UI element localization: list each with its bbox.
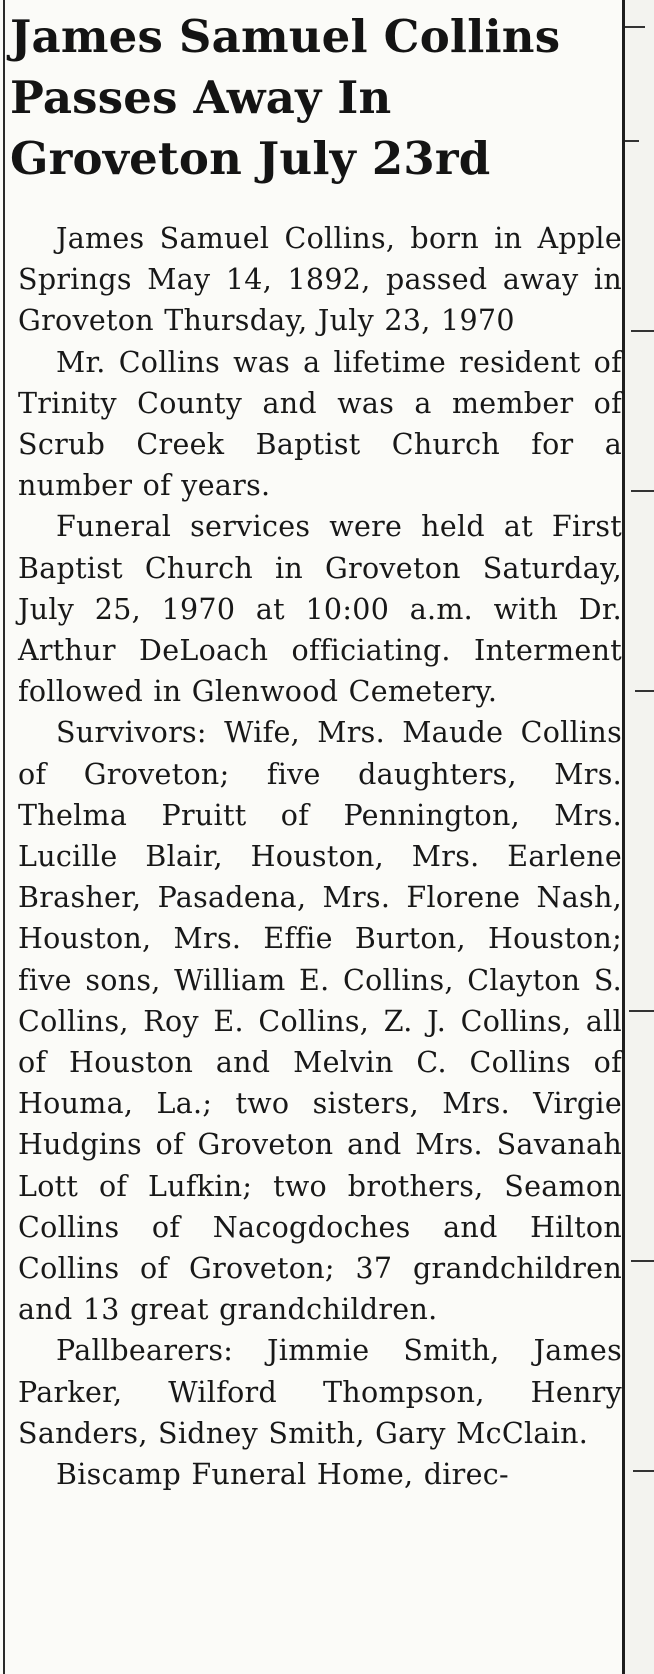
obituary-body	[18, 218, 622, 1495]
headline-line-3: Groveton July 23rd	[10, 132, 491, 185]
paragraph-funeral-home: Biscamp Funeral Home, direc-	[56, 1458, 509, 1492]
obituary-headline	[10, 6, 622, 189]
paragraph-pallbearers: Pallbearers: Jimmie Smith, James Parker, Wilford Thompson, Henry Sanders, Sidney Smith, Gary McClain.	[18, 1334, 622, 1450]
margin-tick	[633, 1470, 654, 1472]
margin-tick	[631, 1260, 654, 1262]
adjacent-column-edge	[625, 0, 654, 1674]
headline-line-2: Passes Away In	[10, 71, 392, 124]
margin-tick	[631, 330, 654, 332]
paragraph-funeral-services: Funeral services were held at First Baptist Church in Groveton Saturday, July 25, 1970 at 10:00 a.m. with Dr. Arthur DeLoach officiating. Interment followed in Glenwood Cemetery.	[18, 510, 622, 709]
margin-tick	[625, 140, 639, 142]
margin-tick	[625, 26, 645, 28]
margin-tick	[629, 1010, 654, 1012]
paragraph-birth-death: James Samuel Collins, born in Apple Springs May 14, 1892, passed away in Groveton Thursday, July 23, 1970	[18, 222, 622, 338]
margin-tick	[631, 490, 654, 492]
headline-line-1: James Samuel Collins	[10, 10, 561, 63]
margin-tick	[635, 690, 654, 692]
paragraph-residence: Mr. Collins was a lifetime resident of Trinity County and was a member of Scrub Creek Baptist Church for a number of years.	[18, 345, 622, 503]
paragraph-survivors: Survivors: Wife, Mrs. Maude Collins of Groveton; five daughters, Mrs. Thelma Pruitt of Pennington, Mrs. Lucille Blair, Houston, Mrs. Earlene Brasher, Pasadena, Mrs. Florene Nash, Houston, Mrs. Effie Burton, Houston; five sons, William E. Collins, Clayton S. Collins, Roy E. Collins, Z. J. Collins, all of Houston and Melvin C. Collins of Houma, La.; two sisters, Mrs. Virgie Hudgins of Groveton and Mrs. Savanah Lott of Lufkin; two brothers, Seamon Collins of Nacogdoches and Hilton Collins of Groveton; 37 grandchildren and 13 great grandchildren.	[18, 716, 622, 1327]
left-column-rule	[3, 0, 5, 1674]
